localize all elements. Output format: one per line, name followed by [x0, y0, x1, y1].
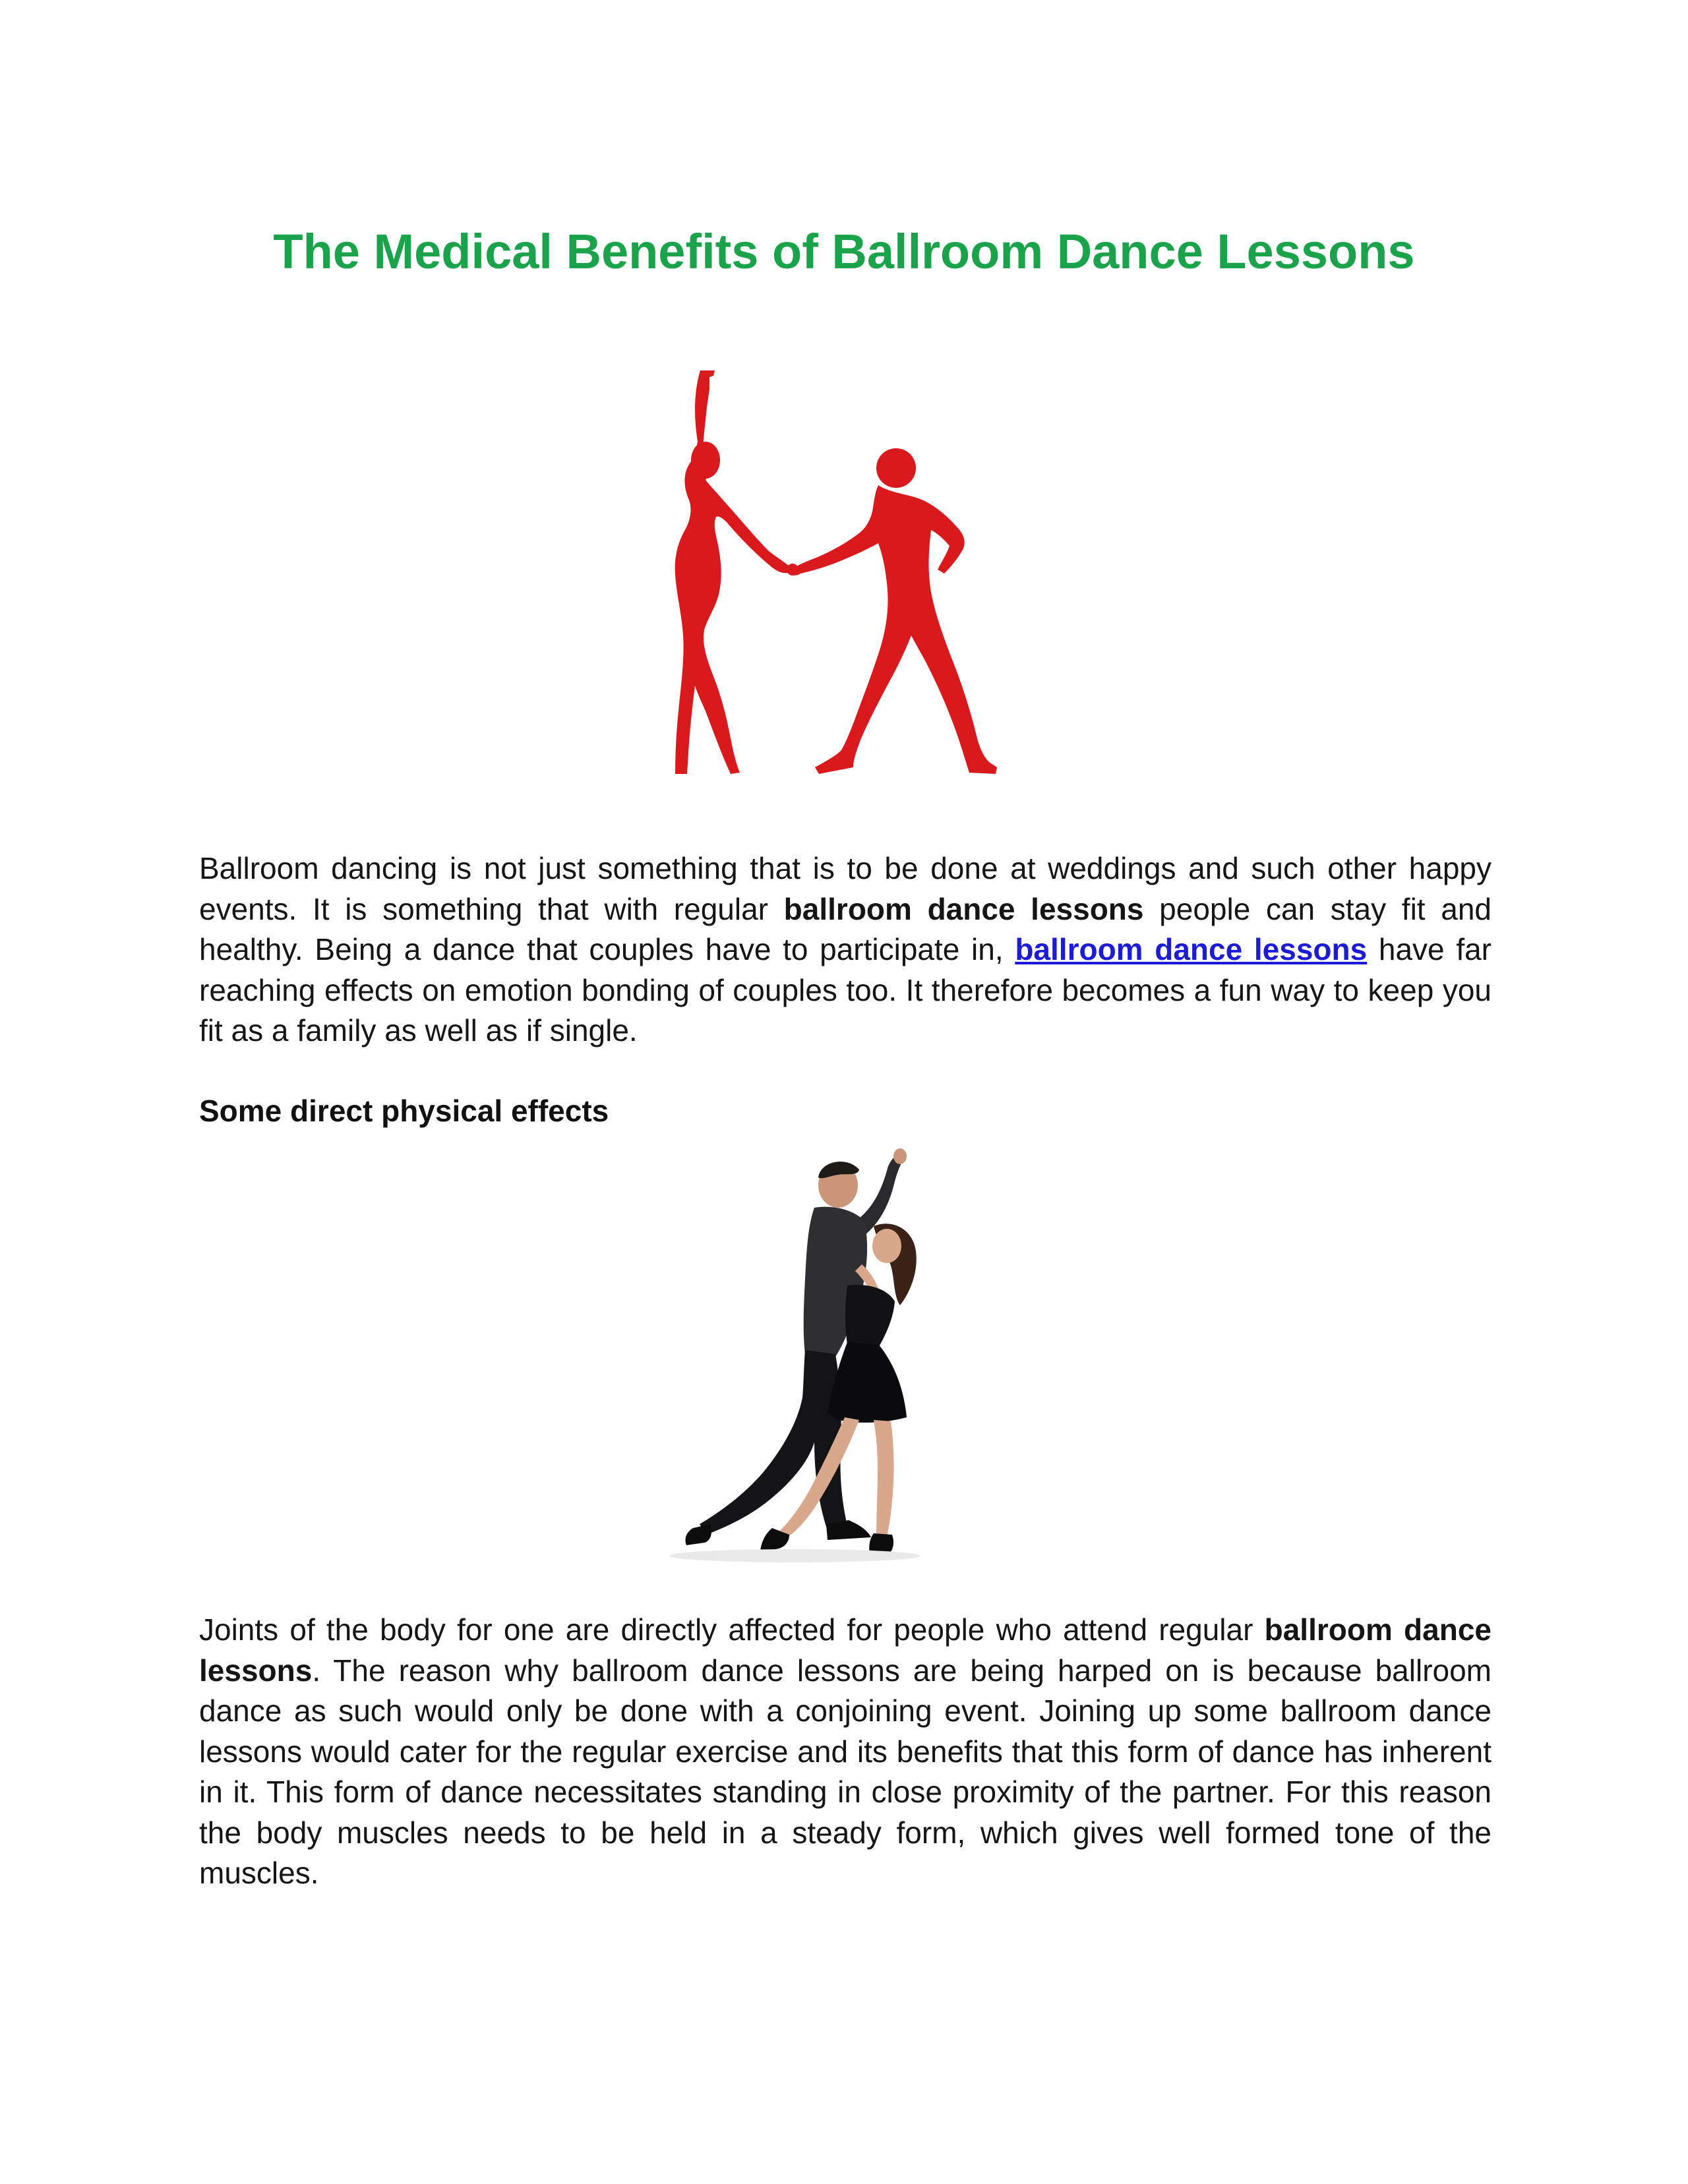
- joints-text-2: . The reason why ballroom dance lessons are being harped on is because ballroom dance as such would only be done with a conjoining event. Joining up some ballroom dance lessons would cater for the regular exercise and its benefits that this form of dance has inherent in it. This form of dance necessitates standing in close proximity of the partner. For this reason the body muscles needs to be held in a steady form, which gives well formed tone of the muscles.: [199, 1653, 1492, 1890]
- dancing-couple-silhouette-image: [666, 369, 1009, 778]
- intro-text-2: people can stay fit and healthy. Being a dance that couples have to participate in,: [199, 891, 1492, 966]
- woman-head: [872, 1229, 901, 1263]
- woman-leg-front: [874, 1420, 894, 1537]
- silhouette-figures: [675, 370, 997, 774]
- woman-dress-skirt: [828, 1342, 907, 1423]
- joints-bold-keyword: ballroom dance lessons: [199, 1612, 1492, 1688]
- joints-text-1: Joints of the body for one are directly affected for people who attend regular: [199, 1612, 1265, 1647]
- man-raised-hand: [893, 1148, 907, 1164]
- intro-text-1: Ballroom dancing is not just something that is to be done at weddings and such other happy events. It is something that with regular: [199, 851, 1492, 926]
- man-shoe-back: [685, 1524, 711, 1545]
- dancing-couple-photo-image: [649, 1147, 959, 1582]
- man-shoe-front: [826, 1520, 871, 1540]
- man-figure: [789, 485, 997, 774]
- page-title: The Medical Benefits of Ballroom Dance Lessons: [273, 224, 1415, 279]
- intro-paragraph: [199, 848, 1492, 1051]
- intro-bold-keyword: ballroom dance lessons: [783, 891, 1144, 926]
- woman-figure: [675, 370, 790, 774]
- clasped-hands: [787, 564, 799, 576]
- man-raised-arm: [859, 1154, 904, 1235]
- joints-paragraph: [199, 1610, 1492, 1894]
- section-heading: Some direct physical effects: [199, 1094, 609, 1128]
- intro-text-3: have far reaching effects on emotion bonding of couples too. It therefore becomes a fun way to keep you fit as a family as well as if single.: [199, 932, 1492, 1048]
- man-legs: [700, 1350, 847, 1535]
- man-head: [876, 448, 916, 488]
- floor-shadow: [669, 1549, 920, 1562]
- woman-dress-top: [845, 1285, 895, 1349]
- woman-head: [691, 442, 720, 479]
- photo-figures: [669, 1148, 920, 1562]
- ballroom-dance-lessons-link[interactable]: ballroom dance lessons: [1015, 932, 1368, 966]
